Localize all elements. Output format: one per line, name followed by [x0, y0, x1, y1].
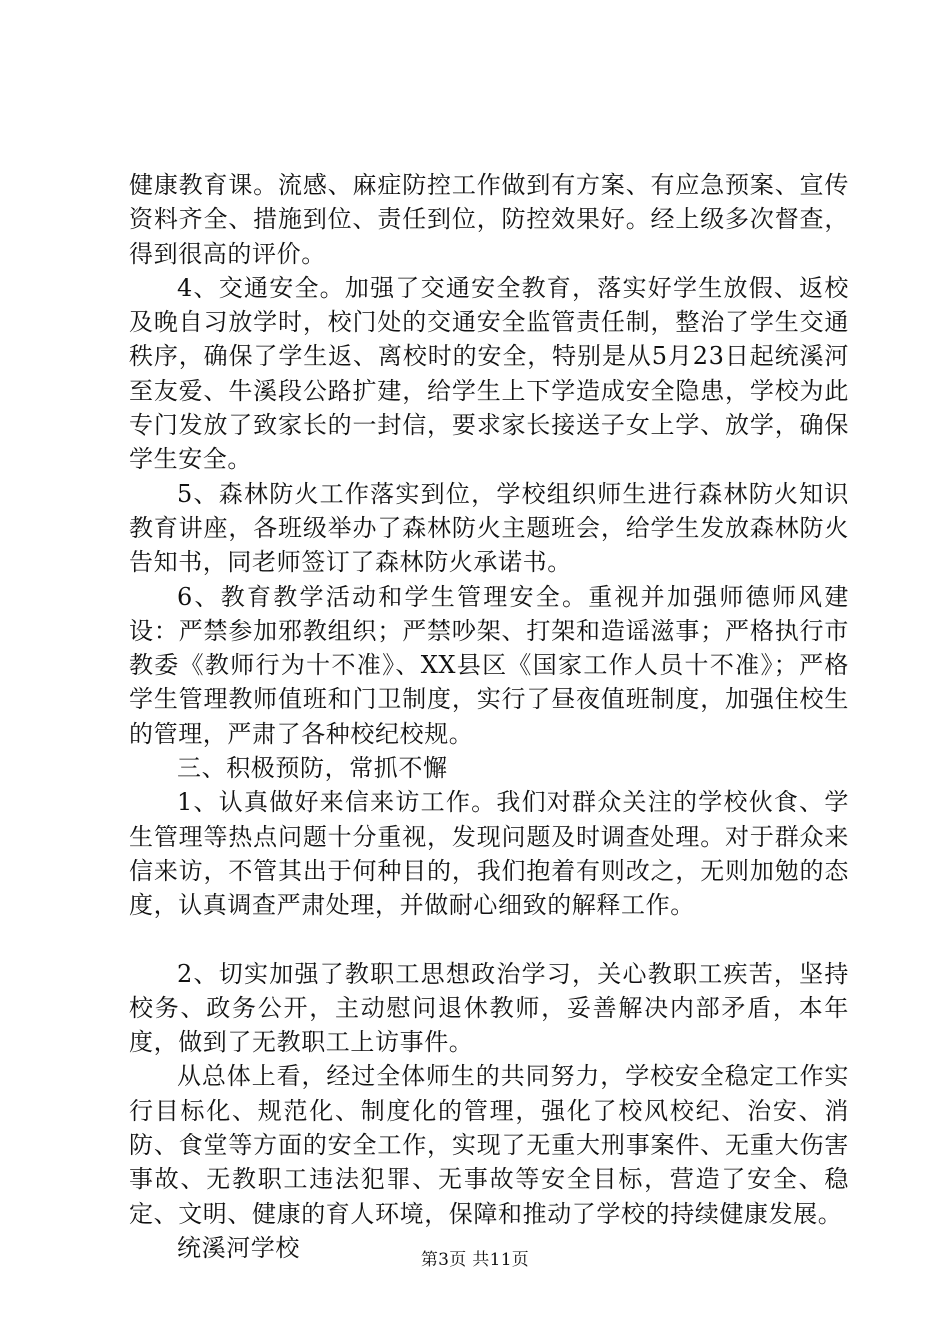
paragraph-health-education: 健康教育课。流感、麻症防控工作做到有方案、有应急预案、宣传资料齐全、措施到位、责任到位，防控效果好。经上级多次督查，得到很高的评价。 — [129, 171, 849, 268]
page-footer: 第3页 共11页 — [420, 1250, 530, 1270]
signature-school-name: 统溪河学校 — [177, 1233, 300, 1262]
paragraph-summary: 从总体上看，经过全体师生的共同努力，学校安全稳定工作实行目标化、规范化、制度化的管理，强化了校风校纪、治安、消防、食堂等方面的安全工作，实现了无重大刑事案件、无重大伤害事故、无教职工违法犯罪、无事故等安全目标，营造了安全、稳定、文明、健康的育人环境，保障和推动了学校的持续健康发展。 — [129, 1062, 849, 1228]
document-body — [129, 168, 849, 1265]
paragraph-forest-fire: 5、森林防火工作落实到位，学校组织师生进行森林防火知识教育讲座，各班级举办了森林防火主题班会，给学生发放森林防火告知书，同老师签订了森林防火承诺书。 — [129, 479, 849, 577]
paragraph-letters-visits: 1、认真做好来信来访工作。我们对群众关注的学校伙食、学生管理等热点问题十分重视，发现问题及时调查处理。对于群众来信来访，不管其出于何种目的，我们抱着有则改之，无则加勉的态度，认真调查严肃处理，并做耐心细致的解释工作。 — [129, 788, 849, 920]
blank-line — [129, 923, 849, 957]
paragraph-traffic-safety: 4、交通安全。加强了交通安全教育，落实好学生放假、返校及晚自习放学时，校门处的交通安全监管责任制，整治了学生交通秩序，确保了学生返、离校时的安全，特别是从5月23日起统溪河至友爱、牛溪段公路扩建，给学生上下学造成安全隐患，学校为此专门发放了致家长的一封信，要求家长接送子女上学、放学，确保学生安全。 — [129, 273, 849, 474]
paragraph-staff-study: 2、切实加强了教职工思想政治学习，关心教职工疾苦，坚持校务、政务公开，主动慰问退休教师，妥善解决内部矛盾，本年度，做到了无教职工上访事件。 — [129, 959, 849, 1057]
paragraph-teaching-management: 6、教育教学活动和学生管理安全。重视并加强师德师风建设：严禁参加邪教组织；严禁吵架、打架和造谣滋事；严格执行市教委《教师行为十不准》、XX县区《国家工作人员十不准》；严格学生管理教师值班和门卫制度，实行了昼夜值班制度，加强住校生的管理，严肃了各种校纪校规。 — [129, 582, 849, 748]
section-heading-prevention: 三、积极预防，常抓不懈 — [177, 754, 448, 783]
